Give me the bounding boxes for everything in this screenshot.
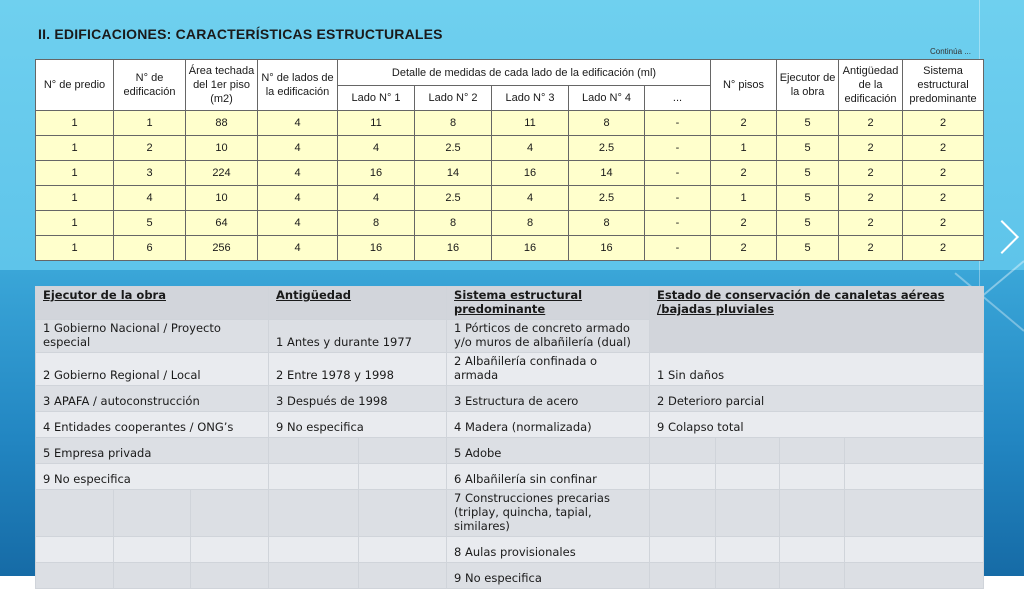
table-cell: 8 — [415, 111, 492, 136]
table-cell: 2.5 — [415, 136, 492, 161]
table-cell: 2 — [839, 211, 903, 236]
continua-label: Continúa ... — [930, 47, 971, 56]
table-cell: 1 — [36, 211, 114, 236]
table-cell: 16 — [338, 236, 415, 261]
table-cell: 4 — [338, 186, 415, 211]
table-cell: 224 — [186, 161, 258, 186]
legend-empty-cell — [359, 537, 447, 563]
table-cell: 8 — [415, 211, 492, 236]
buildings-table — [35, 59, 984, 261]
legend-empty-cell — [845, 490, 984, 537]
table-cell: 2 — [903, 211, 984, 236]
header-lados: N° de lados de la edificación — [258, 60, 338, 111]
legend-sistema-item: 8 Aulas provisionales — [447, 537, 650, 563]
table-cell: 5 — [777, 236, 839, 261]
table-row — [36, 236, 984, 261]
legend-sistema-item: 7 Construcciones precarias (triplay, quincha, tapial, similares) — [447, 490, 650, 537]
table-cell: 2.5 — [569, 186, 645, 211]
legend-ejecutor-item: 2 Gobierno Regional / Local — [36, 353, 269, 386]
header-area: Área techada del 1er piso (m2) — [186, 60, 258, 111]
legend-empty-cell — [845, 537, 984, 563]
table-cell: 2 — [903, 161, 984, 186]
table-cell: 4 — [258, 211, 338, 236]
legend-empty-cell — [650, 490, 716, 537]
table-cell: 11 — [338, 111, 415, 136]
table-cell: 11 — [492, 111, 569, 136]
legend-empty-cell — [114, 537, 191, 563]
table-cell: 8 — [569, 211, 645, 236]
legend-estado-item: 1 Sin daños — [650, 353, 984, 386]
legend-empty-cell — [359, 464, 447, 490]
table-cell: 1 — [711, 186, 777, 211]
page-title: II. EDIFICACIONES: CARACTERÍSTICAS ESTRUCTURALES — [38, 26, 443, 42]
table-row — [36, 161, 984, 186]
table-cell: 14 — [569, 161, 645, 186]
header-pisos: N° pisos — [711, 60, 777, 111]
header-edificacion: N° de edificación — [114, 60, 186, 111]
table-cell: 4 — [258, 136, 338, 161]
table-cell: 10 — [186, 136, 258, 161]
legend-empty-cell — [269, 464, 359, 490]
legend-empty-cell — [36, 490, 114, 537]
table-cell: 2 — [839, 236, 903, 261]
legend-empty-cell — [780, 490, 845, 537]
legend-table — [35, 286, 984, 589]
legend-estado-item: 9 Colapso total — [650, 412, 984, 438]
legend-empty-cell — [716, 490, 780, 537]
table-cell: 2 — [903, 111, 984, 136]
legend-empty-cell — [780, 464, 845, 490]
legend-header-sistema: Sistema estructural predominante — [447, 287, 650, 320]
table-cell: 256 — [186, 236, 258, 261]
legend-empty-cell — [269, 490, 359, 537]
table-row — [36, 211, 984, 236]
legend-header-antiguedad: Antigüedad — [269, 287, 447, 320]
legend-empty-cell — [845, 438, 984, 464]
table-cell: 2 — [903, 136, 984, 161]
table-cell: 2 — [711, 161, 777, 186]
table-row — [36, 111, 984, 136]
legend-empty-cell — [780, 537, 845, 563]
table-cell: 5 — [114, 211, 186, 236]
table-cell: 4 — [492, 186, 569, 211]
legend-estado-item: 2 Deterioro parcial — [650, 386, 984, 412]
legend-antiguedad-item: 3 Después de 1998 — [269, 386, 447, 412]
table-cell: 88 — [186, 111, 258, 136]
legend-ejecutor-item: 1 Gobierno Nacional / Proyecto especial — [36, 320, 269, 353]
legend-empty-cell — [716, 438, 780, 464]
table-cell: 1 — [36, 136, 114, 161]
table-cell: - — [645, 186, 711, 211]
table-cell: 16 — [492, 236, 569, 261]
legend-empty-cell — [650, 464, 716, 490]
legend-ejecutor-item: 4 Entidades cooperantes / ONG’s — [36, 412, 269, 438]
table-row — [36, 136, 984, 161]
table-cell: 1 — [36, 111, 114, 136]
table-cell: 2 — [839, 111, 903, 136]
table-cell: 1 — [36, 161, 114, 186]
header-predio: N° de predio — [36, 60, 114, 111]
table-cell: 2 — [903, 186, 984, 211]
legend-empty-cell — [269, 438, 359, 464]
table-cell: - — [645, 136, 711, 161]
table-cell: 2.5 — [569, 136, 645, 161]
table-cell: 2 — [839, 161, 903, 186]
table-cell: 5 — [777, 136, 839, 161]
table-cell: 6 — [114, 236, 186, 261]
header-lado2: Lado N° 2 — [415, 86, 492, 111]
right-decoration — [979, 0, 1024, 576]
legend-antiguedad-item: 9 No especifica — [269, 412, 447, 438]
legend-empty-cell — [114, 490, 191, 537]
table-cell: 16 — [569, 236, 645, 261]
header-detalle: Detalle de medidas de cada lado de la edificación (ml) — [338, 60, 711, 86]
legend-header-ejecutor: Ejecutor de la obra — [36, 287, 269, 320]
header-lado3: Lado N° 3 — [492, 86, 569, 111]
table-cell: 2.5 — [415, 186, 492, 211]
legend-ejecutor-item: 9 No especifica — [36, 464, 269, 490]
table-cell: 2 — [903, 236, 984, 261]
legend-antiguedad-item: 1 Antes y durante 1977 — [269, 320, 447, 353]
table-cell: 1 — [36, 236, 114, 261]
legend-empty-cell — [191, 537, 269, 563]
table-cell: 2 — [711, 211, 777, 236]
legend-empty-cell — [650, 537, 716, 563]
table-cell: 2 — [711, 236, 777, 261]
header-lado1: Lado N° 1 — [338, 86, 415, 111]
legend-sistema-item: 5 Adobe — [447, 438, 650, 464]
legend-empty-cell — [36, 537, 114, 563]
table-cell: 64 — [186, 211, 258, 236]
table-cell: 8 — [338, 211, 415, 236]
table-cell: 4 — [258, 236, 338, 261]
legend-header-estado: Estado de conservación de canaletas aéreas /bajadas pluviales — [650, 287, 984, 353]
table-cell: - — [645, 111, 711, 136]
table-cell: 8 — [569, 111, 645, 136]
header-sistema: Sistema estructural predominante — [903, 60, 984, 111]
table-cell: 5 — [777, 186, 839, 211]
legend-empty-cell — [359, 438, 447, 464]
table-cell: 4 — [492, 136, 569, 161]
legend-empty-cell — [716, 537, 780, 563]
legend-empty-cell — [845, 464, 984, 490]
legend-sistema-item: 2 Albañilería confinada o armada — [447, 353, 650, 386]
header-antiguedad: Antigüedad de la edificación — [839, 60, 903, 111]
legend-empty-cell — [780, 438, 845, 464]
table-cell: 16 — [338, 161, 415, 186]
table-cell: 16 — [415, 236, 492, 261]
legend-sistema-item: 4 Madera (normalizada) — [447, 412, 650, 438]
legend-empty-cell — [359, 490, 447, 537]
legend-ejecutor-item: 3 APAFA / autoconstrucción — [36, 386, 269, 412]
legend-sistema-item: 9 No especifica — [447, 563, 650, 589]
table-cell: 4 — [258, 186, 338, 211]
legend-empty-cell — [269, 537, 359, 563]
table-cell: 5 — [777, 161, 839, 186]
legend-sistema-item: 3 Estructura de acero — [447, 386, 650, 412]
table-cell: 16 — [492, 161, 569, 186]
table-cell: 1 — [36, 186, 114, 211]
table-cell: 10 — [186, 186, 258, 211]
legend-empty-cell — [716, 464, 780, 490]
legend-antiguedad-item: 2 Entre 1978 y 1998 — [269, 353, 447, 386]
table-cell: 2 — [711, 111, 777, 136]
legend-sistema-item: 1 Pórticos de concreto armado y/o muros de albañilería (dual) — [447, 320, 650, 353]
table-cell: 5 — [777, 111, 839, 136]
table-cell: 2 — [114, 136, 186, 161]
table-cell: 2 — [839, 186, 903, 211]
header-lado-more: ... — [645, 86, 711, 111]
table-cell: 1 — [711, 136, 777, 161]
table-cell: 1 — [114, 111, 186, 136]
table-cell: - — [645, 211, 711, 236]
table-cell: 5 — [777, 211, 839, 236]
table-cell: - — [645, 161, 711, 186]
header-lado4: Lado N° 4 — [569, 86, 645, 111]
table-cell: 3 — [114, 161, 186, 186]
table-cell: 4 — [114, 186, 186, 211]
table-cell: 2 — [839, 136, 903, 161]
table-cell: 14 — [415, 161, 492, 186]
legend-empty-cell — [191, 490, 269, 537]
table-cell: 4 — [258, 161, 338, 186]
legend-ejecutor-item: 5 Empresa privada — [36, 438, 269, 464]
legend-sistema-item: 6 Albañilería sin confinar — [447, 464, 650, 490]
table-cell: 4 — [258, 111, 338, 136]
table-cell: 8 — [492, 211, 569, 236]
legend-empty-cell — [650, 438, 716, 464]
table-cell: - — [645, 236, 711, 261]
table-row — [36, 186, 984, 211]
header-ejecutor: Ejecutor de la obra — [777, 60, 839, 111]
table-cell: 4 — [338, 136, 415, 161]
